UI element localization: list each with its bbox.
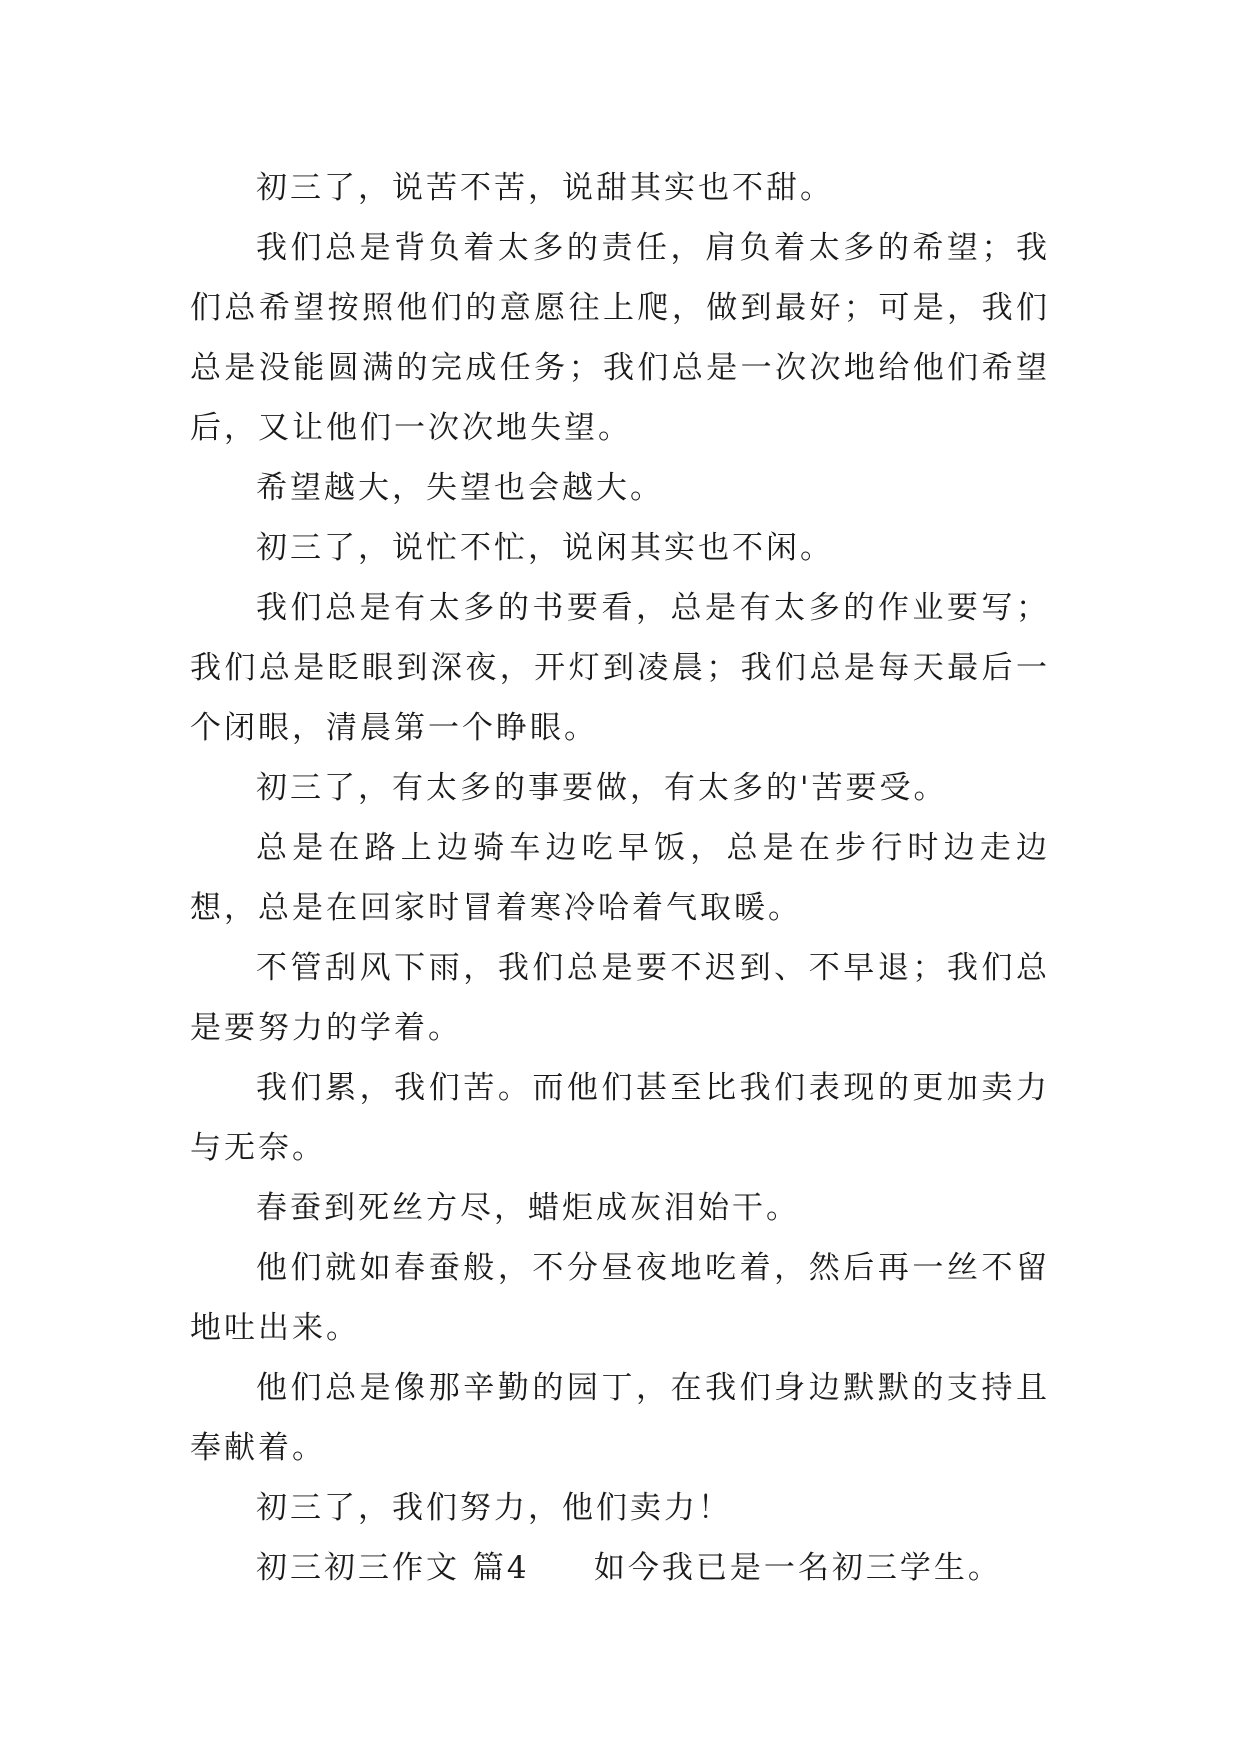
paragraph-1: 初三了，说苦不苦，说甜其实也不甜。 <box>256 170 834 206</box>
paragraph-5: 我们总是有太多的书要看，总是有太多的作业要写；我们总是眨眼到深夜，开灯到凌晨；我们总是每天最后一个闭眼，清晨第一个睁眼。 <box>190 590 1050 746</box>
paragraph-13: 初三了，我们努力，他们卖力！ <box>256 1490 732 1526</box>
paragraph-8: 不管刮风下雨，我们总是要不迟到、不早退；我们总是要努力的学着。 <box>190 950 1050 1046</box>
paragraph-6: 初三了，有太多的事要做，有太多的'苦要受。 <box>256 770 948 806</box>
paragraph-7: 总是在路上边骑车边吃早饭，总是在步行时边走边想，总是在回家时冒着寒冷哈着气取暖。 <box>190 830 1050 926</box>
paragraph-11: 他们就如春蚕般，不分昼夜地吃着，然后再一丝不留地吐出来。 <box>190 1250 1050 1346</box>
paragraph-4: 初三了，说忙不忙，说闲其实也不闲。 <box>256 530 834 566</box>
paragraph-3: 希望越大，失望也会越大。 <box>256 470 664 506</box>
paragraph-9: 我们累，我们苦。而他们甚至比我们表现的更加卖力与无奈。 <box>190 1070 1050 1166</box>
paragraph-10: 春蚕到死丝方尽，蜡炬成灰泪始干。 <box>256 1190 800 1226</box>
essay-heading-line: 初三初三作文 篇4 如今我已是一名初三学生。 <box>256 1550 1002 1586</box>
paragraph-2: 我们总是背负着太多的责任，肩负着太多的希望；我们总希望按照他们的意愿往上爬，做到最好；可是，我们总是没能圆满的完成任务；我们总是一次次地给他们希望后，又让他们一次次地失望。 <box>190 230 1050 446</box>
paragraph-12: 他们总是像那辛勤的园丁，在我们身边默默的支持且奉献着。 <box>190 1370 1050 1466</box>
essay-body <box>190 158 1050 1598</box>
